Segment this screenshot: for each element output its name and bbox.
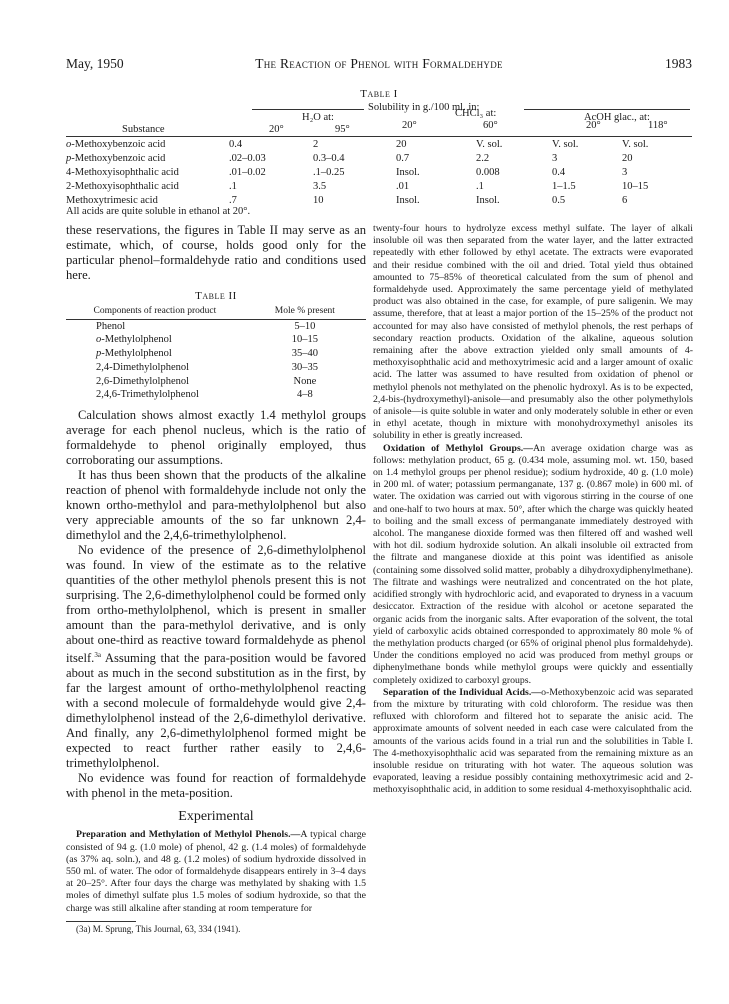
table2-component: o-Methylolphenol	[96, 334, 172, 346]
table1-row-name: 4-Methoxyisophthalic acid	[66, 167, 179, 178]
table1-cell: 3.5	[313, 181, 327, 192]
table2-component: 2,4-Dimethylolphenol	[96, 361, 190, 373]
left-column	[66, 223, 366, 935]
table1-cell: Insol.	[396, 195, 420, 206]
temp-acoh-20: 20°	[586, 120, 601, 131]
table1-group-rule-left	[252, 109, 364, 110]
table1-cell: V. sol.	[622, 139, 649, 150]
footnote-rule	[66, 921, 136, 922]
table1-substance-header: Substance	[122, 124, 165, 135]
temp-chcl3-20: 20°	[402, 120, 417, 131]
runin-heading: Preparation and Methylation of Methylol Phenols.—	[76, 829, 301, 841]
table1-footnote: All acids are quite soluble in ethanol at 20°.	[66, 206, 251, 217]
table1-cell: 10–15	[622, 181, 649, 192]
table1-cell: 0.5	[552, 195, 566, 206]
paragraph	[66, 543, 366, 771]
issue-date: May, 1950	[66, 56, 124, 71]
table2-value: 10–15	[291, 334, 318, 346]
paragraph	[373, 687, 693, 797]
right-column	[373, 223, 693, 797]
table2-component: 2,6-Dimethylolphenol	[96, 375, 190, 387]
table2-component: Phenol	[96, 320, 126, 332]
section-heading-experimental: Experimental	[178, 809, 254, 825]
table1-cell: 6	[622, 195, 628, 206]
table1-cell: .01	[396, 181, 410, 192]
table-row	[66, 361, 366, 375]
table-row	[66, 388, 366, 402]
table1-group-header: Solubility in g./100 ml. in:	[368, 102, 480, 113]
temp-water-20: 20°	[269, 124, 284, 135]
runin-heading: Separation of the Individual Acids.—	[383, 686, 542, 698]
paragraph-text: o-Methoxybenzoic acid was separated from the mixture by triturating with cold chloroform. The residue was then refluxed with chloroform and filtered hot to separate the anisic acid. The approximate amounts of solvent needed in each case were calculated from the amounts of the various acids found in a trial run and the solubilities in Table I. The 4-methoxyisophthalic acid was separated from the remaining mixture as an insoluble residue on triturating with hot water. The aqueous solution was evaporated, leaving a residue possibly containing methoxytrimesic acid and 2-methoxyisophthalic acid, in addition to some residual 4-methoxyisophthalic acid.	[373, 686, 694, 796]
paragraph-text: An average oxidation charge was as follows: methylation product, 65 g. (0.434 mole, assuming mol. wt. 150, based on 1.4 methylol groups per phenol residue); sodium hydroxide, 40 g. (1.0 mole) in 200 ml. of water; potassium permanganate, 137 g. (0.867 mole) in 600 ml. of water. The oxidation was carried out with vigorous stirring in the course of one and one-half to two hours at max. 50°, after which the charge was quickly heated to boiling and the small excess of permanganate immediately destroyed with alcohol. The manganese dioxide formed was then filtered off and washed well with hot dil. sodium hydroxide solution. An alkali insoluble oil extracted from the filtrate and manganese dioxide at this point was identified as anisole (containing some dissolved solid matter, probably a dihydroxydiphenylmethane). The filtrate and washings were neutralized and concentrated on the hot plate, acidified strongly with hydrochloric acid, and evaporated to dryness in a vacuum desiccator. Extraction of the residue with alcohol or acetone separated the organic acids from the inorganic salts. After evaporation of the solvent, the total yield of carboxylic acids obtained corresponded to approximately 80 mole % of the methylation products charged (or 65% of original phenol plus formaldehyde). Under the conditions employed no acid was produced from methyl groups or diphenylmethane bonds while methylol groups were quickly and essentially completely oxidized to carboxyl groups.	[373, 442, 693, 686]
table1-cell: V. sol.	[476, 139, 503, 150]
table-row	[66, 347, 366, 361]
table1-cell: .1	[476, 181, 484, 192]
paragraph: these reservations, the figures in Table II may serve as an estimate, which, of course, holds good only for the particular phenol–formaldehyde ratio and conditions used here.	[66, 223, 366, 282]
table-row	[66, 319, 366, 333]
solvent-chloroform: CHCl₃ at:	[455, 108, 497, 119]
table1-cell: 0.008	[476, 167, 500, 178]
solvent-water: H₂O at:	[302, 112, 334, 123]
paragraph-text: A typical charge consisted of 94 g. (1.0 mole) of phenol, 42 g. (1.4 moles) of formaldehyde (as 37% aq. soln.), and 48 g. (1.2 moles) of sodium hydroxide dissolved in 550 ml. of water. The odor of formaldehyde disappears entirely in 3–4 days at 20–25°. After four days the charge was methylated by shaking with 1.5 moles of dimethyl sulfate plus 1.5 moles of sodium hydroxide, so that the charge was still alkaline after standing at room temperature for	[66, 829, 366, 914]
footnote-ref[interactable]: 3a	[94, 651, 101, 660]
table1-cell: .1–0.25	[313, 167, 345, 178]
table1-cell: 2.2	[476, 153, 490, 164]
table1-cell: 0.4	[229, 139, 243, 150]
table2-value: None	[293, 375, 317, 387]
table1-cell: 3	[622, 167, 628, 178]
table1-row-name: 2-Methoxyisophthalic acid	[66, 181, 179, 192]
table-row	[66, 333, 366, 347]
table1-cell: 1–1.5	[552, 181, 576, 192]
table1-cell: 2	[313, 139, 319, 150]
temp-chcl3-60: 60°	[483, 120, 498, 131]
table1-cell: 10	[313, 195, 324, 206]
table2-value: 30–35	[291, 361, 318, 373]
table1-caption: Table I	[360, 88, 398, 100]
article-title: The Reaction of Phenol with Formaldehyde	[255, 56, 503, 71]
table1-cell: 0.7	[396, 153, 410, 164]
table1-cell: 0.3–0.4	[313, 153, 345, 164]
table1-row-name: p-Methoxybenzoic acid	[66, 153, 166, 164]
table1-cell: 20	[622, 153, 633, 164]
table1-cell: Insol.	[476, 195, 500, 206]
table1-cell: .02–0.03	[229, 153, 266, 164]
table-row	[66, 375, 366, 389]
table2-component: 2,4,6-Trimethylolphenol	[96, 389, 199, 401]
table2-header-mole-percent: Mole % present	[244, 306, 366, 319]
table1-cell: V. sol.	[552, 139, 579, 150]
runin-heading: Oxidation of Methylol Groups.—	[383, 442, 534, 454]
table1-row-name: Methoxytrimesic acid	[66, 195, 158, 206]
paragraph: Calculation shows almost exactly 1.4 methylol groups average for each phenol nucleus, which is the ratio of formaldehyde to phenol originally employed, thus corroborating our assumptions.	[66, 408, 366, 468]
table1-cell: .1	[229, 181, 237, 192]
paragraph-text: Assuming that the para-position would be favored about as much in the second substitution as in the first, by far the largest amount of ortho-methylolphenol reacting with a second molecule of formaldehyde would give 2,4-dimethylolphenol instead of the 2,6-dimethylol derivative. And finally, any 2,6-dimethylolphenol formed might be expected to react further rather easily to 2,4,6-trimethylolphenol.	[66, 651, 366, 771]
running-head	[66, 56, 692, 74]
table1-cell: .01–0.02	[229, 167, 266, 178]
temp-water-95: 95°	[335, 124, 350, 135]
paragraph-text: No evidence of the presence of 2,6-dimethylolphenol was found. In view of the estimate as to the relative quantities of the other methylol phenols present this is not surprising. The 2,6-dimethylolphenol could be formed only from ortho-methylolphenol, which is present in smaller amount than the para-methylol derivative, and is only about one-third as reactive toward formaldehyde as phenol itself.	[66, 543, 366, 666]
table1-row-name: o-Methoxybenzoic acid	[66, 139, 166, 150]
table2-value: 4–8	[297, 389, 313, 401]
paragraph	[66, 829, 366, 914]
temp-acoh-118: 118°	[648, 120, 668, 131]
table1-group-rule-right	[524, 109, 690, 110]
table1-header-rule	[66, 136, 692, 137]
table2-value: 5–10	[294, 320, 316, 332]
table2-product-composition	[66, 306, 366, 402]
page-number: 1983	[665, 56, 692, 71]
table1-cell: .7	[229, 195, 237, 206]
paragraph: It has thus been shown that the products of the alkaline reaction of phenol with formaldehyde include not only the known ortho-methylol and para-methylolphenol but also very appreciable amounts of the so far unknown 2,4-dimethylol and the 2,4,6-trimethylolphenol.	[66, 468, 366, 543]
table2-header-components: Components of reaction product	[66, 306, 244, 319]
table1-cell: Insol.	[396, 167, 420, 178]
footnote: (3a) M. Sprung, This Journal, 63, 334 (1941).	[76, 923, 241, 934]
table1-cell: 20	[396, 139, 407, 150]
paragraph: twenty-four hours to hydrolyze excess methyl sulfate. The layer of alkali insoluble oil was then separated from the water layer, and the latter extracted repeatedly with ether followed by ethyl acetate. The extracts were evaporated and their residue combined with the oil and dried. Total yield thus obtained amounted to 75–85% of theoretical calculated from the sum of phenol and formaldehyde used. Approximately the same percentage yield of methylated product was also obtained in the case, for example, of pure saligenin. We may assume, therefore, that at least a major portion of the 15–25% of the product not accounted for may also have consisted of methylol phenols, the rest perhaps of secondary reaction products. Oxidation of the alkaline, aqueous solution remaining after the above extraction yielded only small amounts of 4-methoxyisophthalic acid and methoxytrimesic acid and a larger amount of oxalic acid. The latter was assumed to have resulted from oxidation of phenol or methylol phenols not methylated on the phenolic hydroxyl. As is to be expected, 2,4-bis-(hydroxymethyl)-anisole—and presumably also the other polymethylols of anisole—is quite soluble in water and only moderately soluble in ether or even in ethyl acetate, though in mixture with monohydroxymethyl anisoles its solubility in ether is greatly increased.	[373, 223, 693, 442]
paragraph: No evidence was found for reaction of formaldehyde with phenol in the meta-position.	[66, 771, 366, 801]
table2-caption: Table II	[195, 290, 237, 302]
solvent-acetic-acid: AcOH glac., at:	[584, 112, 650, 123]
table2-value: 35–40	[291, 348, 318, 360]
table1-cell: 3	[552, 153, 558, 164]
table1-cell: 0.4	[552, 167, 566, 178]
table2-component: p-Methylolphenol	[96, 348, 172, 360]
paragraph	[373, 443, 693, 687]
